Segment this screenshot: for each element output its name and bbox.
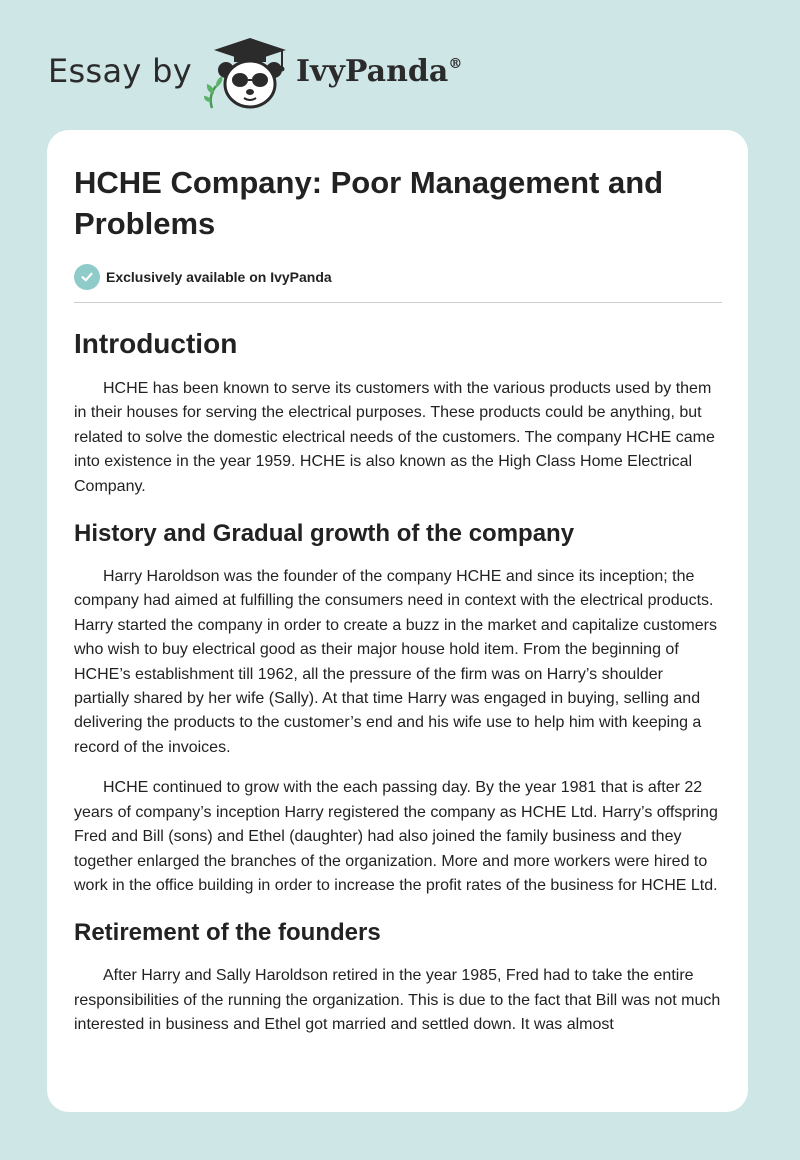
divider	[74, 302, 722, 303]
section-heading-introduction: Introduction	[74, 328, 238, 359]
paragraph: After Harry and Sally Haroldson retired in the year 1985, Fred had to take the entire responsibilities of the running the organization. This is due to the fact that Bill was not much interested in business and Ethel got married and settled down. It was almost	[74, 967, 721, 1034]
paragraph: HCHE has been known to serve its customers with the various products used by them in their houses for serving the electrical purposes. These products could be anything, but related to solve the domestic electrical needs of the customers. The company HCHE came into existence in the year 1959. HCHE is also known as the High Class Home Electrical Company.	[74, 380, 715, 495]
exclusive-text: Exclusively available on IvyPanda	[106, 269, 332, 285]
section-heading-history: History and Gradual growth of the company	[74, 520, 575, 548]
paragraph: Harry Haroldson was the founder of the company HCHE and since its inception; the company had aimed at fulfilling the consumers need in context with the electrical products. Harry started the company in order to create a buzz in the market and capitalize customers who wish to buy electrical good as their major house hold item. From the beginning of HCHE’s establishment till 1962, all the pressure of the firm was on Harry’s shoulder partially shared by her wife (Sally). At that time Harry was engaged in buying, selling and delivering the products to the customer’s end and his wife use to help him with keeping a record of the invoices.	[74, 568, 717, 756]
registered-mark: ®	[448, 56, 463, 72]
check-circle-icon	[74, 264, 100, 290]
exclusive-badge	[74, 264, 722, 290]
brand-name[interactable]	[296, 54, 462, 89]
article-title: HCHE Company: Poor Management and Problems	[74, 165, 664, 241]
article-card	[47, 130, 748, 1112]
essay-by-label: Essay by	[48, 52, 192, 90]
brand-text: IvyPanda	[296, 54, 449, 89]
site-header	[48, 32, 488, 112]
section-heading-retirement: Retirement of the founders	[74, 919, 381, 947]
article-content	[74, 162, 722, 1038]
panda-logo-icon[interactable]	[204, 36, 290, 110]
paragraph: HCHE continued to grow with the each passing day. By the year 1981 that is after 22 years of company’s inception Harry registered the company as HCHE Ltd. Harry’s offspring Fred and Bill (sons) and Ethel (daughter) had also joined the family business and they together enlarged the branches of the organization. More and more workers were hired to work in the office building in order to increase the profit rates of the business for HCHE Ltd.	[74, 779, 718, 894]
